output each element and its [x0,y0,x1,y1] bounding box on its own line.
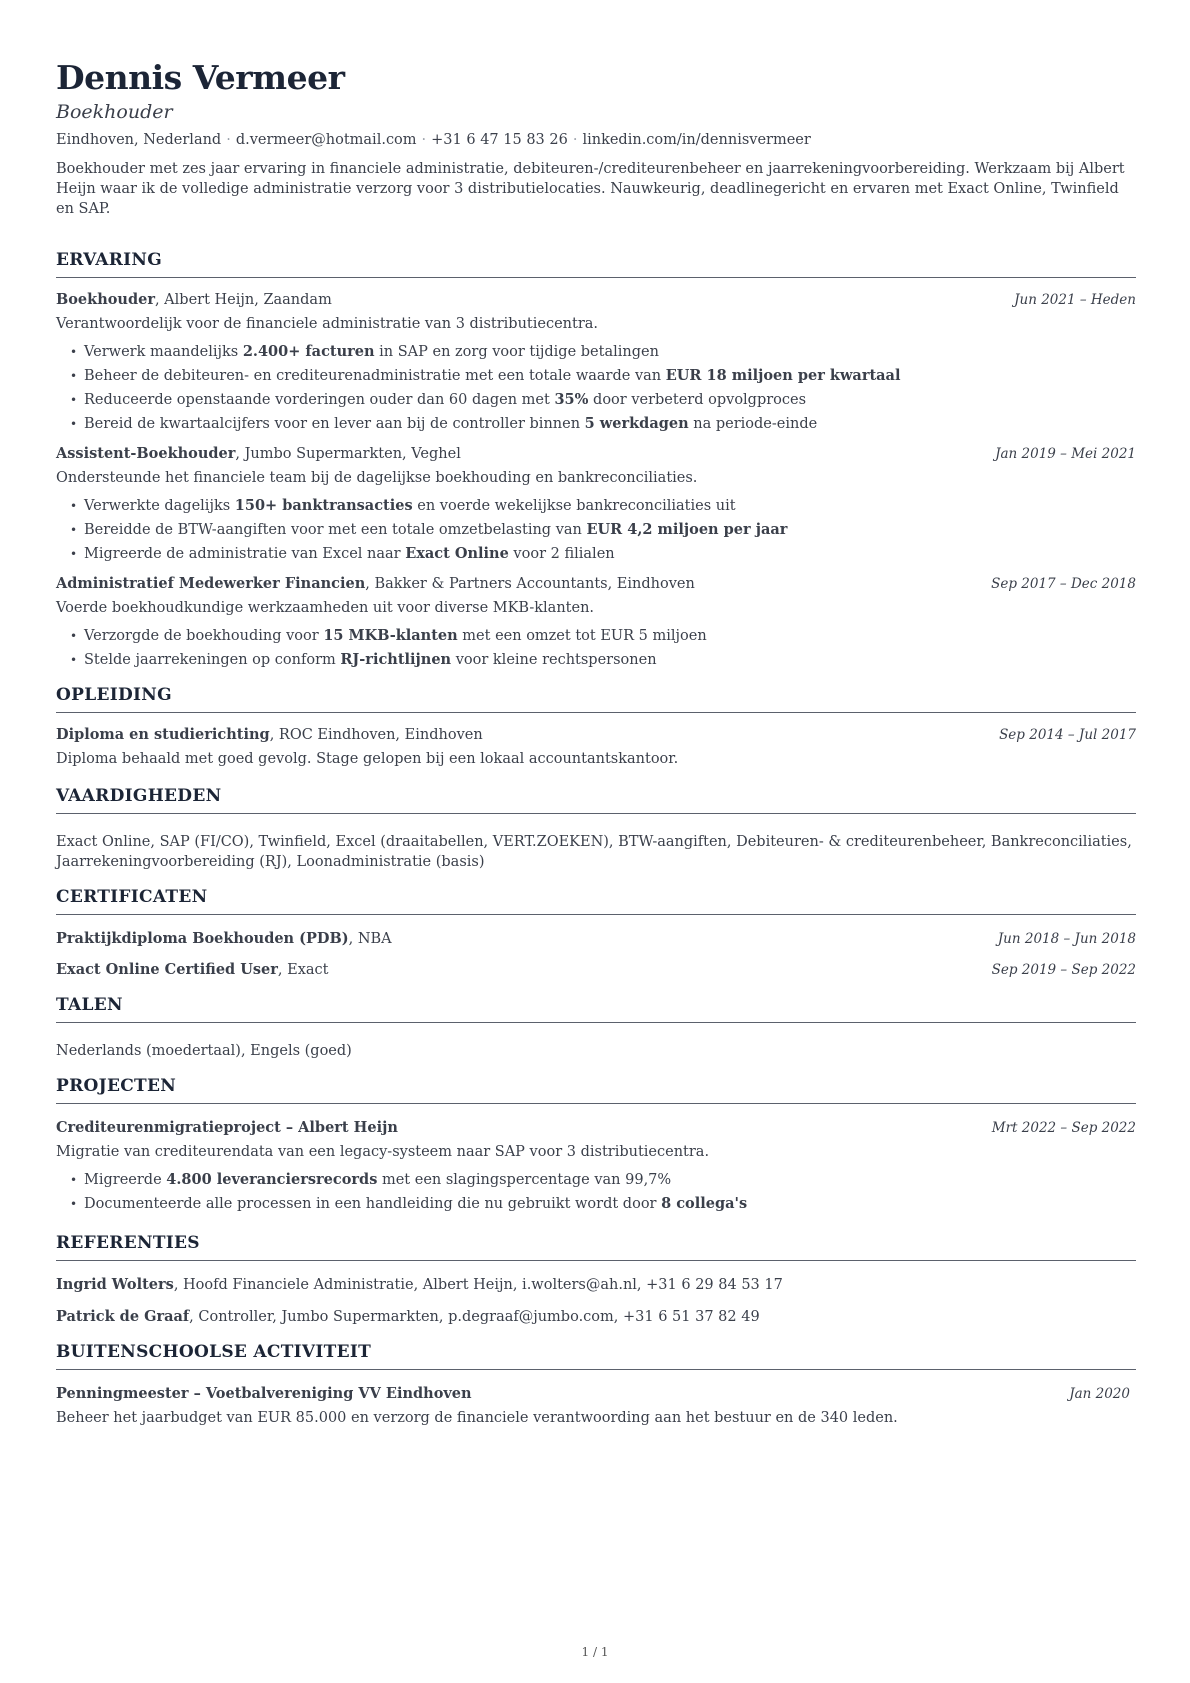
job-role: Administratief Medewerker Financien [56,575,366,592]
section-title: CERTIFICATEN [56,886,1136,915]
certificate-issuer: , NBA [348,931,392,947]
languages-section [56,994,1136,1061]
reference-details: , Controller, Jumbo Supermarkten, p.degraaf@jumbo.com, +31 6 51 37 82 49 [189,1309,760,1325]
job-description: Verantwoordelijk voor de financiele administratie van 3 distributiecentra. [56,316,599,332]
reference-name: Patrick de Graaf [56,1308,190,1325]
section-title: BUITENSCHOOLSE ACTIVITEIT [56,1341,1136,1370]
job-bullets [56,626,1136,670]
activity-name: Penningmeester – Voetbalvereniging VV Eindhoven [56,1385,472,1402]
job-org: , Albert Heijn, Zaandam [154,292,332,308]
reference-entry [56,1307,1136,1327]
contact-separator: · [421,132,427,148]
list-item: • Documenteerde alle processen in een handleiding die nu gebruikt wordt door 8 collega's [70,1194,1136,1214]
certificate-entry [56,929,1136,949]
candidate-name: Dennis Vermeer [56,58,345,97]
certificates-section [56,886,1136,980]
job-dates: Jun 2021 – Heden [1014,292,1136,308]
project-name: Crediteurenmigratieproject – Albert Heijn [56,1119,398,1136]
skills-section [56,785,1136,872]
section-title: OPLEIDING [56,684,1136,713]
languages-list: Nederlands (moedertaal), Engels (goed) [56,1043,352,1059]
resume-page [56,58,1136,1438]
project-description: Migratie van crediteurendata van een legacy-systeem naar SAP voor 3 distributiecentra. [56,1144,710,1160]
job-description: Ondersteunde het financiele team bij de dagelijkse boekhouding en bankreconciliaties. [56,470,698,486]
activity-description: Beheer het jaarbudget van EUR 85.000 en verzorg de financiele verantwoording aan het bestuur en de 340 leden. [56,1410,898,1426]
project-bullets [56,1170,1136,1214]
job-role: Assistent-Boekhouder [56,445,236,462]
section-title: PROJECTEN [56,1075,1136,1104]
list-item: • Verwerkte dagelijks 150+ banktransacties en voerde wekelijkse bankreconciliaties uit [70,496,1136,516]
reference-details: , Hoofd Financiele Administratie, Albert Heijn, i.wolters@ah.nl, +31 6 29 84 53 17 [173,1277,783,1293]
contact-linkedin[interactable]: linkedin.com/in/dennisvermeer [582,132,811,148]
job-bullets [56,496,1136,564]
certificate-name: Exact Online Certified User [56,961,278,978]
contact-line [56,130,1136,150]
experience-entry [56,290,1136,434]
experience-entry [56,574,1136,670]
contact-location: Eindhoven, Nederland [56,132,222,148]
job-role: Boekhouder [56,291,155,308]
references-section [56,1232,1136,1327]
list-item: • Bereid de kwartaalcijfers voor en lever aan bij de controller binnen 5 werkdagen na periode-einde [70,414,1136,434]
education-description: Diploma behaald met goed gevolg. Stage gelopen bij een lokaal accountantskantoor. [56,751,679,767]
reference-name: Ingrid Wolters [56,1276,174,1293]
list-item: • Verwerk maandelijks 2.400+ facturen in SAP en zorg voor tijdige betalingen [70,342,1136,362]
list-item: • Migreerde de administratie van Excel naar Exact Online voor 2 filialen [70,544,1136,564]
list-item: • Reduceerde openstaande vorderingen ouder dan 60 dagen met 35% door verbeterd opvolgproces [70,390,1136,410]
reference-entry [56,1275,1136,1295]
education-entry [56,725,1136,769]
certificate-issuer: , Exact [277,962,329,978]
job-dates: Jan 2019 – Mei 2021 [995,446,1136,462]
project-dates: Mrt 2022 – Sep 2022 [991,1120,1136,1136]
job-dates: Sep 2017 – Dec 2018 [991,576,1136,592]
contact-separator: · [572,132,578,148]
school-org: , ROC Eindhoven, Eindhoven [269,727,483,743]
job-description: Voerde boekhoudkundige werkzaamheden uit voor diverse MKB-klanten. [56,600,595,616]
job-bullets [56,342,1136,434]
projects-section [56,1075,1136,1214]
section-title: REFERENTIES [56,1232,1136,1261]
contact-phone[interactable]: +31 6 47 15 83 26 [431,132,568,148]
activities-section [56,1341,1136,1428]
contact-separator: · [226,132,231,148]
profile-summary: Boekhouder met zes jaar ervaring in financiele administratie, debiteuren-/crediteurenbeheer en jaarrekeningvoorbereiding. Werkzaam bij Albert Heijn waar ik de volledige administratie verzorg voor 3 distributielocaties. Nauwkeurig, deadlinegericht en ervaren met Exact Online, Twinfield en SAP. [56,161,1125,217]
candidate-role: Boekhouder [56,101,173,123]
list-item: • Bereidde de BTW-aangiften voor met een totale omzetbelasting van EUR 4,2 miljoen per jaar [70,520,1136,540]
list-item: • Stelde jaarrekeningen op conform RJ-richtlijnen voor kleine rechtspersonen [70,650,1136,670]
experience-section [56,249,1136,670]
education-dates: Sep 2014 – Jul 2017 [999,727,1136,743]
skills-list: Exact Online, SAP (FI/CO), Twinfield, Excel (draaitabellen, VERT.ZOEKEN), BTW-aangiften, Debiteuren- & crediteurenbeheer, Bankreconciliaties, Jaarrekeningvoorbereiding (RJ), Loonadministratie (basis) [56,834,1132,870]
list-item: • Beheer de debiteuren- en crediteurenadministratie met een totale waarde van EUR 18 miljoen per kwartaal [70,366,1136,386]
certificate-entry [56,960,1136,980]
degree-name: Diploma en studierichting [56,726,270,743]
resume-header [56,58,1136,219]
section-title: ERVARING [56,249,1136,278]
list-item: • Migreerde 4.800 leveranciersrecords met een slagingspercentage van 99,7% [70,1170,1136,1190]
page-number: 1 / 1 [581,1645,609,1659]
experience-entry [56,444,1136,564]
activity-entry [56,1384,1136,1428]
job-org: , Bakker & Partners Accountants, Eindhoven [365,576,695,592]
project-entry [56,1118,1136,1214]
job-org: , Jumbo Supermarkten, Veghel [235,446,461,462]
certificate-dates: Sep 2019 – Sep 2022 [991,962,1136,978]
activity-dates: Jan 2020 [1069,1386,1130,1402]
certificate-dates: Jun 2018 – Jun 2018 [997,931,1136,947]
list-item: • Verzorgde de boekhouding voor 15 MKB-klanten met een omzet tot EUR 5 miljoen [70,626,1136,646]
contact-email[interactable]: d.vermeer@hotmail.com [235,132,417,148]
section-title: VAARDIGHEDEN [56,785,1136,814]
section-title: TALEN [56,994,1136,1023]
education-section [56,684,1136,769]
certificate-name: Praktijkdiploma Boekhouden (PDB) [56,930,349,947]
